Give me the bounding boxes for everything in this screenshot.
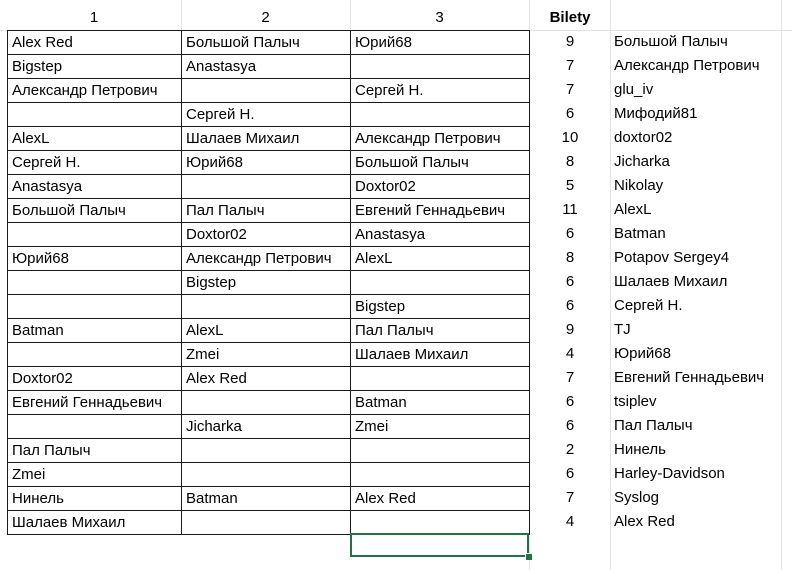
- bilety-name-cell[interactable]: Potapov Sergey4: [614, 249, 730, 266]
- bilety-count-cell[interactable]: 8: [565, 249, 575, 266]
- table-row: [8, 151, 530, 175]
- table-cell[interactable]: [351, 511, 530, 535]
- table-cell[interactable]: Batman: [351, 391, 530, 415]
- table-cell[interactable]: Большой Палыч: [351, 151, 530, 175]
- table-cell[interactable]: Zmei: [351, 415, 530, 439]
- table-cell[interactable]: Большой Палыч: [182, 31, 351, 55]
- column-header-2[interactable]: 2: [261, 9, 270, 26]
- table-row: [8, 55, 530, 79]
- bilety-name-cell[interactable]: Alex Red: [614, 513, 675, 530]
- table-cell[interactable]: Шалаев Михаил: [8, 511, 182, 535]
- table-cell[interactable]: Zmei: [8, 463, 182, 487]
- table-cell[interactable]: Bigstep: [351, 295, 530, 319]
- table-row: [8, 127, 530, 151]
- bilety-count-cell[interactable]: 4: [565, 345, 575, 362]
- bilety-count-cell[interactable]: 7: [565, 81, 575, 98]
- table-cell[interactable]: AlexL: [8, 127, 182, 151]
- table-cell[interactable]: Anastasya: [182, 55, 351, 79]
- table-row: [8, 199, 530, 223]
- column-header-bilety[interactable]: Bilety: [549, 9, 591, 26]
- table-cell[interactable]: [8, 415, 182, 439]
- table-cell[interactable]: Batman: [8, 319, 182, 343]
- bilety-name-cell[interactable]: Большой Палыч: [614, 33, 728, 50]
- table-row: [8, 367, 530, 391]
- bilety-name-column: [614, 30, 792, 534]
- table-cell[interactable]: [351, 439, 530, 463]
- bilety-count-cell[interactable]: 9: [565, 33, 575, 50]
- table-row: [8, 511, 530, 535]
- table-cell[interactable]: Шалаев Михаил: [182, 127, 351, 151]
- bilety-name-cell[interactable]: Мифодий81: [614, 105, 698, 122]
- table-cell[interactable]: Александр Петрович: [8, 79, 182, 103]
- table-cell[interactable]: [351, 271, 530, 295]
- bilety-name-cell[interactable]: doxtor02: [614, 129, 673, 146]
- table-cell[interactable]: Евгений Геннадьевич: [8, 391, 182, 415]
- table-row: [8, 487, 530, 511]
- table-cell[interactable]: AlexL: [351, 247, 530, 271]
- table-cell[interactable]: Сергей Н.: [182, 103, 351, 127]
- bilety-name-cell[interactable]: tsiplev: [614, 393, 657, 410]
- bilety-count-cell[interactable]: 6: [565, 393, 575, 410]
- table-row: [8, 463, 530, 487]
- bilety-name-cell[interactable]: Шалаев Михаил: [614, 273, 728, 290]
- table-cell[interactable]: [351, 103, 530, 127]
- table-cell[interactable]: Пал Палыч: [8, 439, 182, 463]
- table-row: [8, 391, 530, 415]
- bilety-count-cell[interactable]: 7: [565, 489, 575, 506]
- table-row: [8, 439, 530, 463]
- table-cell[interactable]: Сергей Н.: [8, 151, 182, 175]
- bilety-count-cell[interactable]: 6: [565, 225, 575, 242]
- table-cell[interactable]: Александр Петрович: [182, 247, 351, 271]
- bilety-count-cell[interactable]: 2: [565, 441, 575, 458]
- table-row: [8, 415, 530, 439]
- assignments-table: [7, 30, 530, 535]
- table-row: [8, 31, 530, 55]
- table-cell[interactable]: Doxtor02: [182, 223, 351, 247]
- table-cell[interactable]: Bigstep: [8, 55, 182, 79]
- bilety-count-cell[interactable]: 8: [565, 153, 575, 170]
- bilety-name-cell[interactable]: Batman: [614, 225, 666, 242]
- table-cell[interactable]: Пал Палыч: [182, 199, 351, 223]
- table-cell[interactable]: Юрий68: [182, 151, 351, 175]
- bilety-count-cell[interactable]: 10: [561, 129, 579, 146]
- table-cell[interactable]: Юрий68: [351, 31, 530, 55]
- bilety-name-cell[interactable]: Нинель: [614, 441, 666, 458]
- bilety-count-cell[interactable]: 5: [565, 177, 575, 194]
- table-cell[interactable]: Alex Red: [351, 487, 530, 511]
- bilety-count-cell[interactable]: 6: [565, 273, 575, 290]
- bilety-name-cell[interactable]: glu_iv: [614, 81, 654, 98]
- fill-handle[interactable]: [525, 553, 533, 561]
- table-row: [8, 79, 530, 103]
- table-cell[interactable]: Alex Red: [182, 367, 351, 391]
- table-cell[interactable]: Юрий68: [8, 247, 182, 271]
- bilety-count-cell[interactable]: 6: [565, 465, 575, 482]
- bilety-name-cell[interactable]: Юрий68: [614, 345, 671, 362]
- table-cell[interactable]: [351, 367, 530, 391]
- table-row: [8, 247, 530, 271]
- bilety-count-column: [530, 30, 610, 534]
- table-cell[interactable]: Bigstep: [182, 271, 351, 295]
- table-cell[interactable]: Doxtor02: [351, 175, 530, 199]
- bilety-count-cell[interactable]: 7: [565, 57, 575, 74]
- table-cell[interactable]: Александр Петрович: [351, 127, 530, 151]
- selected-cell[interactable]: [350, 533, 529, 557]
- table-cell[interactable]: [351, 463, 530, 487]
- table-cell[interactable]: [8, 343, 182, 367]
- table-cell[interactable]: Нинель: [8, 487, 182, 511]
- table-cell[interactable]: [182, 391, 351, 415]
- table-cell[interactable]: Сергей Н.: [351, 79, 530, 103]
- bilety-count-cell[interactable]: 7: [565, 369, 575, 386]
- table-cell[interactable]: Doxtor02: [8, 367, 182, 391]
- table-row: [8, 319, 530, 343]
- table-cell[interactable]: [351, 55, 530, 79]
- table-cell[interactable]: [182, 439, 351, 463]
- bilety-name-cell[interactable]: TJ: [614, 321, 631, 338]
- table-row: [8, 223, 530, 247]
- table-cell[interactable]: [182, 79, 351, 103]
- bilety-name-cell[interactable]: Пал Палыч: [614, 417, 693, 434]
- bilety-name-cell[interactable]: Евгений Геннадьевич: [614, 369, 765, 386]
- table-cell[interactable]: Пал Палыч: [351, 319, 530, 343]
- bilety-count-cell[interactable]: 4: [565, 513, 575, 530]
- table-cell[interactable]: [8, 295, 182, 319]
- bilety-count-cell[interactable]: 6: [565, 297, 575, 314]
- table-cell[interactable]: [182, 175, 351, 199]
- table-row: [8, 175, 530, 199]
- bilety-count-cell[interactable]: 6: [565, 417, 575, 434]
- table-cell[interactable]: [8, 103, 182, 127]
- bilety-name-cell[interactable]: Александр Петрович: [614, 57, 760, 74]
- table-row: [8, 343, 530, 367]
- bilety-count-cell[interactable]: 11: [562, 201, 578, 218]
- table-cell[interactable]: Jicharka: [182, 415, 351, 439]
- table-cell[interactable]: [182, 295, 351, 319]
- table-cell[interactable]: [182, 511, 351, 535]
- table-row: [8, 295, 530, 319]
- gridline: [610, 0, 611, 570]
- table-cell[interactable]: Alex Red: [8, 31, 182, 55]
- table-cell[interactable]: Anastasya: [351, 223, 530, 247]
- table-cell[interactable]: Евгений Геннадьевич: [351, 199, 530, 223]
- table-cell[interactable]: Anastasya: [8, 175, 182, 199]
- table-cell[interactable]: Zmei: [182, 343, 351, 367]
- bilety-name-cell[interactable]: Сергей Н.: [614, 297, 683, 314]
- bilety-name-cell[interactable]: Nikolay: [614, 177, 664, 194]
- bilety-name-cell[interactable]: AlexL: [614, 201, 652, 218]
- table-cell[interactable]: [8, 223, 182, 247]
- table-cell[interactable]: Большой Палыч: [8, 199, 182, 223]
- bilety-name-cell[interactable]: Syslog: [614, 489, 660, 506]
- column-header-1[interactable]: 1: [89, 9, 99, 26]
- table-cell[interactable]: Шалаев Михаил: [351, 343, 530, 367]
- table-cell[interactable]: AlexL: [182, 319, 351, 343]
- table-row: [8, 103, 530, 127]
- table-row: [8, 271, 530, 295]
- column-header-3[interactable]: 3: [435, 9, 444, 26]
- bilety-count-cell[interactable]: 9: [565, 321, 575, 338]
- bilety-name-cell[interactable]: Jicharka: [614, 153, 670, 170]
- table-cell[interactable]: [8, 271, 182, 295]
- table-cell[interactable]: [182, 463, 351, 487]
- bilety-count-cell[interactable]: 6: [565, 105, 575, 122]
- table-cell[interactable]: Batman: [182, 487, 351, 511]
- bilety-name-cell[interactable]: Harley-Davidson: [614, 465, 725, 482]
